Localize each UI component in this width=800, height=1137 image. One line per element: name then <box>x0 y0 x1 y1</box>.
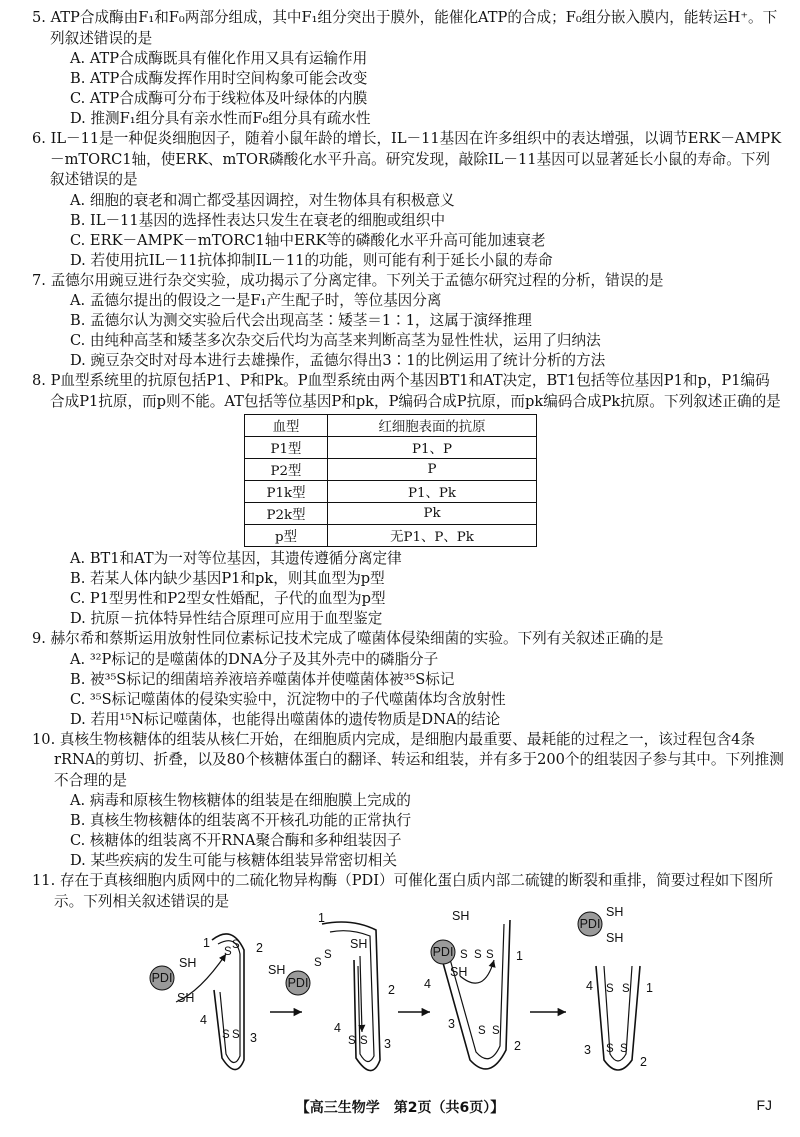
question-stem: 11. 存在于真核细胞内质网中的二硫化物异构酶（PDI）可催化蛋白质内部二硫键的断裂和重排，简要过程如下图所示。下列相关叙述错误的是 <box>32 872 774 910</box>
protein-chain <box>448 924 504 1059</box>
option-d: D. 某些疾病的发生可能与核糖体组装异常密切相关 <box>70 852 397 869</box>
sh-label: SH <box>606 931 624 945</box>
option-c: C. P1型男性和P2型女性婚配，子代的血型为p型 <box>70 590 386 607</box>
site-number: 2 <box>640 1055 647 1069</box>
option-a: A. 孟德尔提出的假设之一是F₁产生配子时，等位基因分离 <box>70 292 442 309</box>
site-number: 3 <box>384 1037 391 1051</box>
site-number: 2 <box>256 941 263 955</box>
table-row <box>245 525 537 547</box>
site-number: 4 <box>586 979 593 993</box>
s-label: S <box>348 1035 356 1047</box>
site-number: 4 <box>334 1021 341 1035</box>
option-d: D. 若用¹⁵N标记噬菌体，也能得出噬菌体的遗传物质是DNA的结论 <box>70 710 501 728</box>
question-stem: 9. 赫尔希和蔡斯运用放射性同位素标记技术完成了噬菌体侵染细菌的实验。下列有关叙述正确的是 <box>32 630 664 647</box>
site-number: 1 <box>646 981 653 995</box>
stage-2 <box>268 911 395 1071</box>
option-d: D. 豌豆杂交时对母本进行去雄操作，孟德尔得出3∶1的比例运用了统计分析的方法 <box>70 352 606 369</box>
table-header-row <box>245 415 537 437</box>
option-a: A. BT1和AT为一对等位基因，其遗传遵循分离定律 <box>70 550 402 567</box>
s-label: S <box>606 1043 614 1055</box>
option-c: C. ERK－AMPK－mTORC1轴中ERK等的磷酸化水平升高可能加速衰老 <box>70 231 546 249</box>
s-label: S <box>492 1025 500 1037</box>
s-label: S <box>360 1035 368 1047</box>
site-number: 1 <box>203 936 210 950</box>
table-row <box>245 481 537 503</box>
stage-4 <box>578 905 653 1070</box>
option-a: A. ATP合成酶既具有催化作用又具有运输作用 <box>70 50 368 67</box>
pdi-label: PDI <box>287 976 309 990</box>
pdi-label: PDI <box>579 917 601 931</box>
table-row <box>245 503 537 525</box>
s-label: S <box>486 949 494 961</box>
table-cell: P1、P <box>328 437 537 459</box>
table-row <box>245 459 537 481</box>
s-label: S <box>478 1025 486 1037</box>
option-b: B. 孟德尔认为测交实验后代会出现高茎∶矮茎＝1∶1，这属于演绎推理 <box>70 312 532 329</box>
s-label: S <box>474 949 482 961</box>
table-cell: P <box>328 459 537 481</box>
option-b: B. ATP合成酶发挥作用时空间构象可能会改变 <box>70 70 368 87</box>
site-number: 3 <box>250 1031 257 1045</box>
site-number: 3 <box>448 1017 455 1031</box>
option-d: D. 推测F₁组分具有亲水性而F₀组分具有疏水性 <box>70 110 371 127</box>
s-label: S <box>622 983 630 995</box>
table-cell: P2型 <box>245 459 328 481</box>
question-stem: 8. P血型系统里的抗原包括P1、P和Pk。P血型系统由两个基因BT1和AT决定，BT1包括等位基因P1和p，P1编码合成P1抗原，而p则不能。AT包括等位基因P和pk，P编码合成P抗原，而pk编码合成Pk抗原。下列叙述正确的是 <box>32 372 781 410</box>
s-label: S <box>232 1029 240 1041</box>
header-cell: 红细胞表面的抗原 <box>328 415 537 437</box>
sh-label: SH <box>177 991 195 1005</box>
option-b: B. 若某人体内缺少基因P1和pk，则其血型为p型 <box>70 570 385 587</box>
site-number: 1 <box>318 911 325 925</box>
question-stem: 6. IL－11是一种促炎细胞因子，随着小鼠年龄的增长，IL－11基因在许多组织中的表达增强，以调节ERK－AMPK－mTORC1轴，使ERK、mTOR磷酸化水平升高。研究发现，敲除IL－11基因可以显著延长小鼠的寿命。下列叙述错误的是 <box>32 130 782 188</box>
option-a: A. ³²P标记的是噬菌体的DNA分子及其外壳中的磷脂分子 <box>70 650 439 668</box>
sh-label: SH <box>268 963 286 977</box>
question-stem: 7. 孟德尔用豌豆进行杂交实验，成功揭示了分离定律。下列关于孟德尔研究过程的分析，错误的是 <box>32 271 664 289</box>
table-cell: P2k型 <box>245 503 328 525</box>
option-c: C. ATP合成酶可分布于线粒体及叶绿体的内膜 <box>70 90 368 107</box>
site-number: 2 <box>388 983 395 997</box>
table-cell: P1、Pk <box>328 481 537 503</box>
question-stem: 5. ATP合成酶由F₁和F₀两部分组成，其中F₁组分突出于膜外，能催化ATP的合成；F₀组分嵌入膜内，能转运H⁺。下列叙述错误的是 <box>32 9 778 47</box>
table-row <box>245 437 537 459</box>
sh-label: SH <box>452 909 470 923</box>
site-number: 4 <box>424 977 431 991</box>
option-d: D. 抗原－抗体特异性结合原理可应用于血型鉴定 <box>70 610 383 627</box>
question-8 <box>32 371 784 629</box>
option-d: D. 若使用抗IL－11抗体抑制IL－11的功能，则可能有利于延长小鼠的寿命 <box>70 251 553 269</box>
footer-code: FJ <box>756 1097 772 1113</box>
site-number: 4 <box>200 1013 207 1027</box>
option-a: A. 细胞的衰老和凋亡都受基因调控，对生物体具有积极意义 <box>70 191 455 209</box>
page-content <box>32 8 784 912</box>
s-label: S <box>222 1029 230 1041</box>
table-cell: P1型 <box>245 437 328 459</box>
question-6 <box>32 129 784 271</box>
pdi-label: PDI <box>432 945 454 959</box>
question-5 <box>32 8 784 129</box>
reaction-arrow <box>360 956 362 1032</box>
option-c: C. 核糖体的组装离不开RNA聚合酶和多种组装因子 <box>70 832 402 849</box>
page-footer: 【高三生物学 第2页（共6页）】 <box>295 1100 505 1116</box>
option-b: B. IL－11基因的选择性表达只发生在衰老的细胞或组织中 <box>70 211 446 229</box>
stage-3 <box>424 909 523 1069</box>
protein-chain <box>218 941 240 1063</box>
pdi-process-diagram <box>0 900 800 1085</box>
question-stem: 10. 真核生物核糖体的组装从核仁开始，在细胞质内完成，是细胞内最重要、最耗能的过程之一，该过程包含4条rRNA的剪切、折叠，以及80个核糖体蛋白的翻译、转运和组装，并有多于200个的组装因子参与其中。下列推测不合理的是 <box>32 730 784 789</box>
s-label: S <box>314 957 322 969</box>
table-cell: p型 <box>245 525 328 547</box>
option-b: B. 被³⁵S标记的细菌培养液培养噬菌体并使噬菌体被³⁵S标记 <box>70 670 455 688</box>
sh-label: SH <box>450 965 468 979</box>
question-10 <box>32 730 784 872</box>
option-a: A. 病毒和原核生物核糖体的组装是在细胞膜上完成的 <box>70 792 411 809</box>
sh-label: SH <box>350 937 368 951</box>
sh-label: SH <box>179 956 197 970</box>
s-label: S <box>620 1043 628 1055</box>
header-cell: 血型 <box>245 415 328 437</box>
table-cell: 无P1、P、Pk <box>328 525 537 547</box>
s-label: S <box>232 939 240 951</box>
option-c: C. ³⁵S标记噬菌体的侵染实验中，沉淀物中的子代噬菌体均含放射性 <box>70 690 506 708</box>
site-number: 2 <box>514 1039 521 1053</box>
s-label: S <box>324 949 332 961</box>
s-label: S <box>460 949 468 961</box>
s-label: S <box>606 983 614 995</box>
table-cell: P1k型 <box>245 481 328 503</box>
site-number: 1 <box>516 949 523 963</box>
question-7 <box>32 271 784 372</box>
pdi-label: PDI <box>151 971 173 985</box>
option-b: B. 真核生物核糖体的组装离不开核孔功能的正常执行 <box>70 812 412 829</box>
question-9 <box>32 629 784 730</box>
table-cell: Pk <box>328 503 537 525</box>
s-label: S <box>224 946 232 958</box>
blood-type-table <box>244 414 537 547</box>
stage-1 <box>150 934 263 1070</box>
protein-chain <box>596 966 640 1070</box>
sh-label: SH <box>606 905 624 919</box>
option-c: C. 由纯种高茎和矮茎多次杂交后代均为高茎来判断高茎为显性性状，运用了归纳法 <box>70 332 601 349</box>
site-number: 3 <box>584 1043 591 1057</box>
